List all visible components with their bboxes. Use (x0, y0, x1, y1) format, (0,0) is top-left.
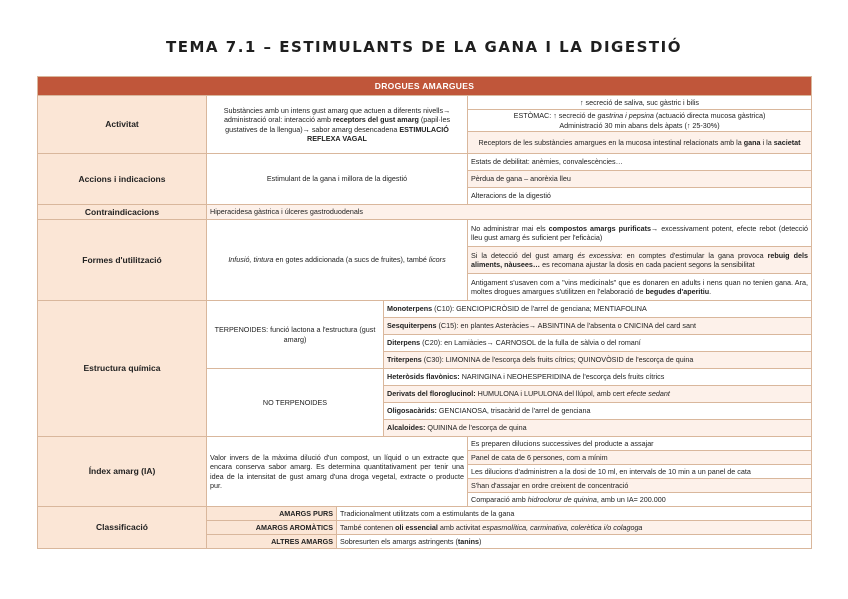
no-terpenoid-item: Alcaloides: QUININA de l'escorça de quina (384, 420, 812, 437)
activitat-description: Substàncies amb un intens gust amarg que actuen a diferents nivells→ administració oral: interacció amb receptors del gust amarg (papil·les gustatives de la llengua)→ sabor amarg desencadena ESTIMULACIÓ REFLEXA VAGAL (207, 96, 468, 154)
section-accions: Accions i indicacions (38, 154, 207, 205)
index-step: Comparació amb hidroclorur de quinina, amb un IA= 200.000 (468, 493, 812, 507)
class-name: ALTRES AMARGS (207, 535, 337, 549)
index-description: Valor invers de la màxima dilució d'un compost, un líquid o un extracte que encara conserva sabor amarg. Es determina quantitativament per tenir una idea de la intensitat de gust amarg d'una droga vegetal, extracte o producte pur. (207, 437, 468, 507)
bitter-drugs-table (37, 76, 812, 549)
accions-item: Alteracions de la digestió (468, 188, 812, 205)
section-formes: Formes d'utilització (38, 220, 207, 301)
accions-item: Estats de debilitat: anèmies, convalescències… (468, 154, 812, 171)
accions-description: Estimulant de la gana i millora de la digestió (207, 154, 468, 205)
terpenoid-item: Monoterpens (C10): GENCIOPICRÒSID de l'arrel de genciana; MENTIAFOLINA (384, 301, 812, 318)
section-activitat: Activitat (38, 96, 207, 154)
section-contraindicacions: Contraindicacions (38, 205, 207, 220)
no-terpenoid-item: Oligosacàrids: GENCIANOSA, trisacàrid de l'arrel de genciana (384, 403, 812, 420)
formes-description: Infusió, tintura en gotes addicionada (a sucs de fruites), també licors (207, 220, 468, 301)
index-step: Es preparen dilucions successives del producte a assajar (468, 437, 812, 451)
class-name: AMARGS PURS (207, 507, 337, 521)
activitat-effect-saliva: ↑ secreció de saliva, suc gàstric i bilis (468, 96, 812, 110)
section-classificacio: Classificació (38, 507, 207, 549)
no-terpenoid-item: Heteròsids flavònics: NARINGINA i NEOHESPERIDINA de l'escorça dels fruits cítrics (384, 369, 812, 386)
class-text: Tradicionalment utilitzats com a estimulants de la gana (337, 507, 812, 521)
formes-note: No administrar mai els compostos amargs purificats→ excessivament potent, efecte rebot (detecció lleu gust amarg és suficient per l'eficàcia) (468, 220, 812, 247)
index-step: Les dilucions d'administren a la dosi de 10 ml, en intervals de 10 min a un panel de cata (468, 465, 812, 479)
formes-note: Antigament s'usaven com a "vins medicinals" que es donaren en adults i nens quan no tenien gana. Ara, moltes drogues amargues s'utilitzen en l'elaboració de begudes d'aperitiu. (468, 274, 812, 301)
table-header: DROGUES AMARGUES (38, 77, 812, 96)
terpenoid-item: Sesquiterpens (C15): en plantes Asteràcies→ ABSINTINA de l'absenta o CNICINA del card sant (384, 318, 812, 335)
activitat-effect-stomach: ESTÒMAC: ↑ secreció de gastrina i pepsina (actuació directa mucosa gàstrica) Administració 30 min abans dels àpats (↑ 25-30%) (468, 110, 812, 132)
section-estructura: Estructura química (38, 301, 207, 437)
index-step: Panel de cata de 6 persones, com a mínim (468, 451, 812, 465)
index-step: S'han d'assajar en ordre creixent de concentració (468, 479, 812, 493)
terpenoid-item: Diterpens (C20): en Lamiàcies→ CARNOSOL de la fulla de sàlvia o del romaní (384, 335, 812, 352)
contraindicacions-text: Hiperacidesa gàstrica i úlceres gastroduodenals (207, 205, 812, 220)
formes-note: Si la detecció del gust amarg és excessiva: en comptes d'estimular la gana provoca rebuig dels aliments, nàusees… es recomana ajustar la dosis en cada pacient segons la sensibilitat (468, 247, 812, 274)
no-terpenoides-label: NO TERPENOIDES (207, 369, 384, 437)
class-name: AMARGS AROMÀTICS (207, 521, 337, 535)
terpenoid-item: Triterpens (C30): LIMONINA de l'escorça dels fruits cítrics; QUINOVÒSID de l'escorça de quina (384, 352, 812, 369)
page-title: TEMA 7.1 – ESTIMULANTS DE LA GANA I LA DIGESTIÓ (166, 38, 682, 56)
class-text: També contenen oli essencial amb activitat espasmolítica, carminativa, colerètica i/o colagoga (337, 521, 812, 535)
class-text: Sobresurten els amargs astringents (tanins) (337, 535, 812, 549)
section-index-amarg: Índex amarg (IA) (38, 437, 207, 507)
activitat-effect-intestine: Receptors de les substàncies amargues en la mucosa intestinal relacionats amb la gana i la sacietat (468, 132, 812, 154)
accions-item: Pèrdua de gana – anorèxia lleu (468, 171, 812, 188)
no-terpenoid-item: Derivats del floroglucinol: HUMULONA i LUPULONA del llúpol, amb cert efecte sedant (384, 386, 812, 403)
terpenoides-label: TERPENOIDES: funció lactona a l'estructura (gust amarg) (207, 301, 384, 369)
